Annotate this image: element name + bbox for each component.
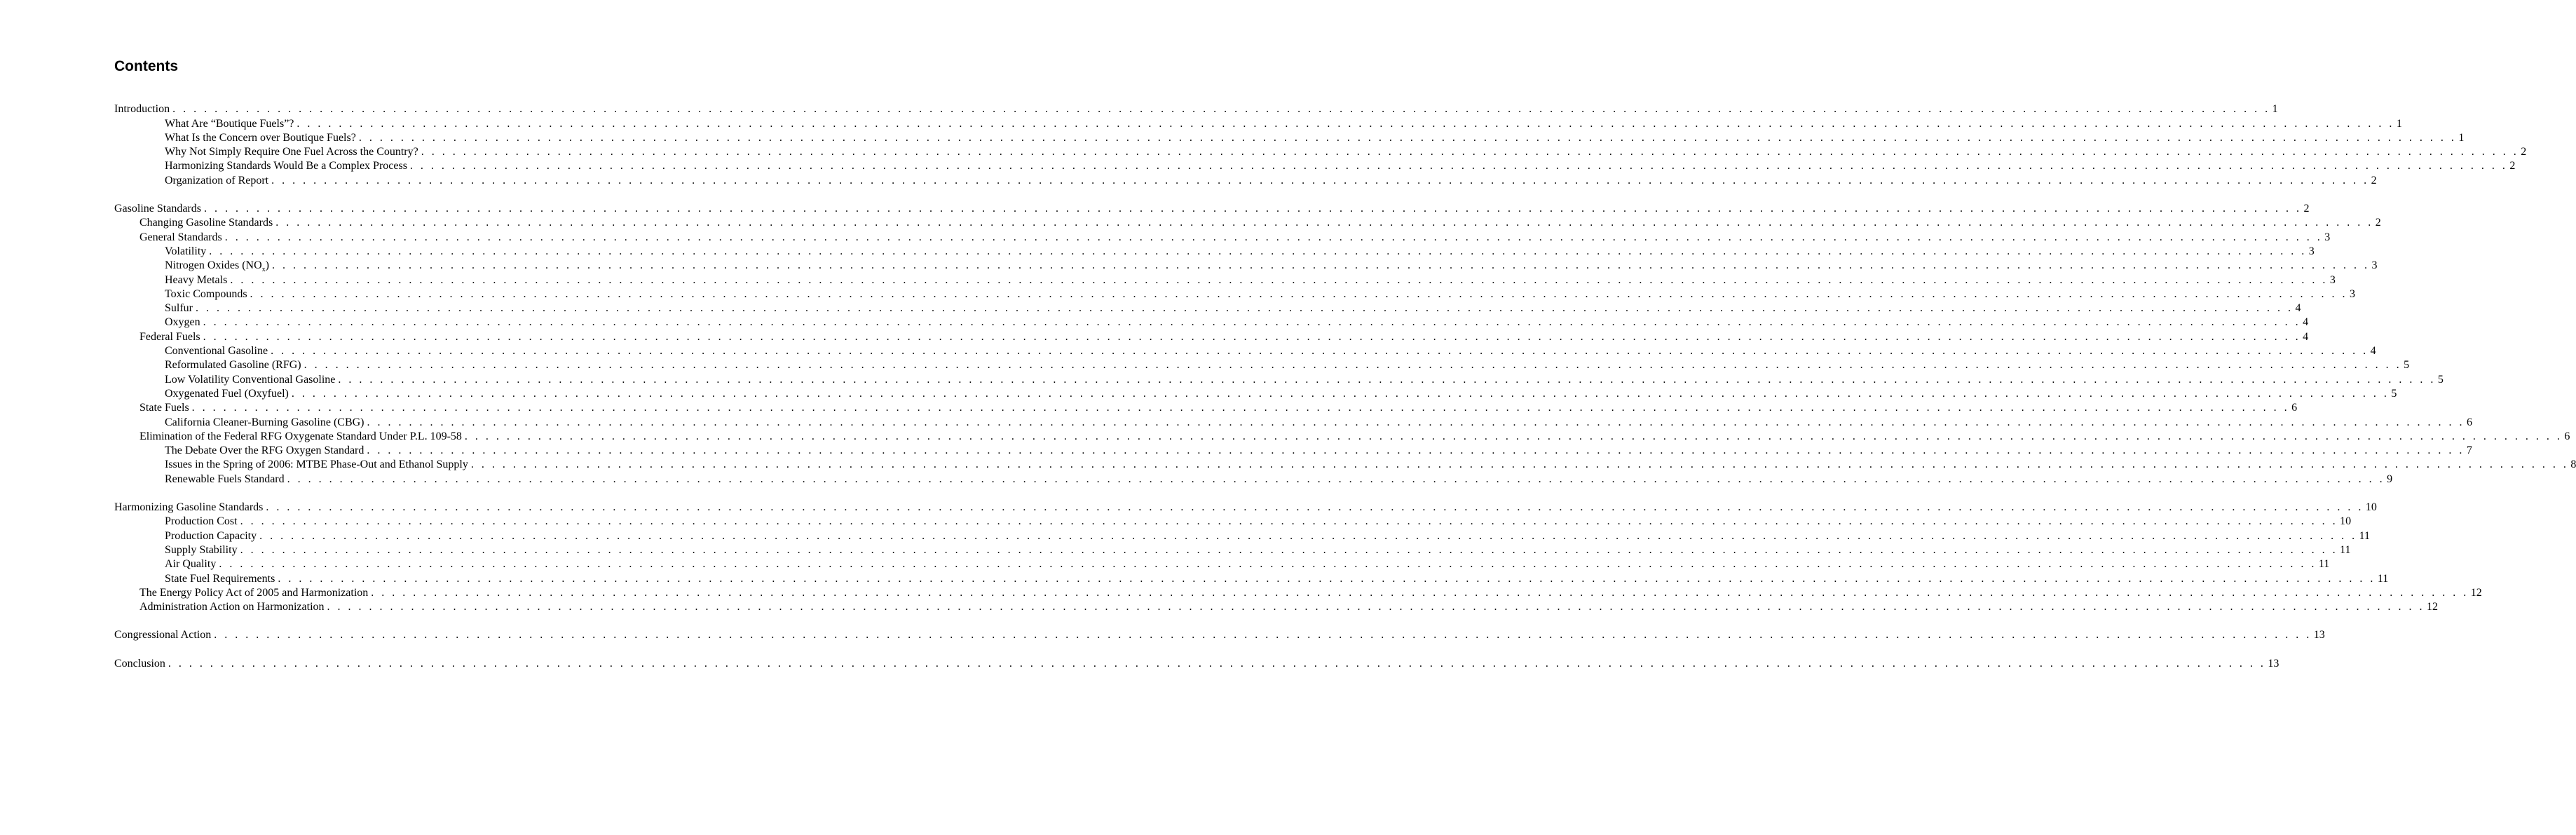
toc-entry-page-number: 3	[2308, 245, 2315, 257]
toc-entry-title-text: Oxygenated Fuel (Oxyfuel)	[165, 387, 289, 400]
toc-entry-title	[165, 387, 292, 401]
toc-entry-title-text: Low Volatility Conventional Gasoline	[165, 373, 336, 386]
toc-entry-title	[139, 586, 371, 600]
toc-entry-title	[114, 202, 204, 216]
toc-entry-title	[139, 330, 203, 344]
toc-entry-page-number: 11	[2318, 558, 2330, 571]
dot-leader: . . . . . . . . . . . . . . . . . . . . . . . . . . . . . . . . . . . . . . . . . . . . . . . . . . . . . . . . . . . . . . . . . . . . . . . . . . . . . . . . . . . . . . . . . . . . . . . . . . . . . . . . . . . . . . . . . . . . . . . . . . . . . . . . . . . . . . . . . . . . . . . . . . . . . . . . . . . . . . . . . . . . . . . . . . . . . . . . . . . . . . . . . . . . . . . . . . . . . . . .	[271, 345, 2369, 358]
toc-entry-title-text: California Cleaner-Burning Gasoline (CBG)	[165, 416, 364, 428]
toc-entry-page-number: 11	[2359, 529, 2370, 542]
toc-entry-title	[165, 515, 240, 529]
dot-leader: . . . . . . . . . . . . . . . . . . . . . . . . . . . . . . . . . . . . . . . . . . . . . . . . . . . . . . . . . . . . . . . . . . . . . . . . . . . . . . . . . . . . . . . . . . . . . . . . . . . . . . . . . . . . . . . . . . . . . . . . . . . . . . . . . . . . . . . . . . . . . . . . . . . . . . . . . . . . . . . . . . . . . . . . . . . . . . . . . . . . . . . . . . . . . . . . . . . . . . . .	[367, 444, 2465, 457]
toc-entry-title	[165, 131, 359, 145]
toc-entry-title-text: Changing Gasoline Standards	[139, 217, 273, 229]
toc-entry-title-text: Reformulated Gasoline (RFG)	[165, 359, 301, 372]
toc-entry-title	[165, 245, 209, 259]
toc-entry[interactable]	[114, 543, 2351, 557]
dot-leader: . . . . . . . . . . . . . . . . . . . . . . . . . . . . . . . . . . . . . . . . . . . . . . . . . . . . . . . . . . . . . . . . . . . . . . . . . . . . . . . . . . . . . . . . . . . . . . . . . . . . . . . . . . . . . . . . . . . . . . . . . . . . . . . . . . . . . . . . . . . . . . . . . . . . . . . . . . . . . . . . . . . . . . . . . . . . . . . . . . . . . . . . . . . . . . . . . . . . . . . .	[367, 416, 2465, 428]
toc-entry-title-text: Renewable Fuels Standard	[165, 473, 285, 485]
toc-entry[interactable]	[114, 501, 2377, 515]
toc-entry[interactable]	[114, 472, 2393, 486]
toc-entry-page-number: 6	[2291, 402, 2298, 414]
dot-leader: . . . . . . . . . . . . . . . . . . . . . . . . . . . . . . . . . . . . . . . . . . . . . . . . . . . . . . . . . . . . . . . . . . . . . . . . . . . . . . . . . . . . . . . . . . . . . . . . . . . . . . . . . . . . . . . . . . . . . . . . . . . . . . . . . . . . . . . . . . . . . . . . . . . . . . . . . . . . . . . . . . . . . . . . . . . . . . . . . . . . . . . . . . . . . . . . . . . . . . . .	[240, 543, 2338, 556]
toc-entry-title-suffix: )	[265, 259, 269, 272]
toc-entry[interactable]	[114, 458, 2576, 472]
dot-leader: . . . . . . . . . . . . . . . . . . . . . . . . . . . . . . . . . . . . . . . . . . . . . . . . . . . . . . . . . . . . . . . . . . . . . . . . . . . . . . . . . . . . . . . . . . . . . . . . . . . . . . . . . . . . . . . . . . . . . . . . . . . . . . . . . . . . . . . . . . . . . . . . . . . . . . . . . . . . . . . . . . . . . . . . . . . . . . . . . . . . . . . . . . . . . . . . . . . . . . . .	[168, 657, 2266, 670]
toc-entry-title-text: The Debate Over the RFG Oxygen Standard	[165, 444, 364, 457]
toc-entry[interactable]	[114, 245, 2315, 259]
toc-entry-page-number: 2	[2303, 203, 2310, 215]
dot-leader: . . . . . . . . . . . . . . . . . . . . . . . . . . . . . . . . . . . . . . . . . . . . . . . . . . . . . . . . . . . . . . . . . . . . . . . . . . . . . . . . . . . . . . . . . . . . . . . . . . . . . . . . . . . . . . . . . . . . . . . . . . . . . . . . . . . . . . . . . . . . . . . . . . . . . . . . . . . . . . . . . . . . . . . . . . . . . . . . . . . . . . . . . . . . . . . . . . . . . . . .	[327, 601, 2425, 613]
toc-entry-title	[165, 543, 240, 557]
toc-entry[interactable]	[114, 116, 2402, 130]
toc-entry[interactable]	[114, 159, 2516, 173]
dot-leader: . . . . . . . . . . . . . . . . . . . . . . . . . . . . . . . . . . . . . . . . . . . . . . . . . . . . . . . . . . . . . . . . . . . . . . . . . . . . . . . . . . . . . . . . . . . . . . . . . . . . . . . . . . . . . . . . . . . . . . . . . . . . . . . . . . . . . . . . . . . . . . . . . . . . . . . . . . . . . . . . . . . . . . . . . . . . . . . . . . . . . . . . . . . . . . . . . . . . . . . .	[271, 174, 2369, 186]
toc-entry-title-text: Federal Fuels	[139, 330, 200, 343]
toc-entry-title-text: What Is the Concern over Boutique Fuels?	[165, 131, 356, 144]
toc-entry-title	[165, 259, 272, 273]
toc-entry-page-number: 4	[2295, 302, 2301, 315]
dot-leader: . . . . . . . . . . . . . . . . . . . . . . . . . . . . . . . . . . . . . . . . . . . . . . . . . . . . . . . . . . . . . . . . . . . . . . . . . . . . . . . . . . . . . . . . . . . . . . . . . . . . . . . . . . . . . . . . . . . . . . . . . . . . . . . . . . . . . . . . . . . . . . . . . . . . . . . . . . . . . . . . . . . . . . . . . . . . . . . . . . . . . . . . . . . . . . . . . . . . . . . .	[358, 131, 2457, 144]
toc-entry-title	[165, 273, 230, 287]
toc-entry-title-text: Why Not Simply Require One Fuel Across the Country?	[165, 146, 418, 158]
toc-entry[interactable]	[114, 401, 2298, 415]
toc-entry-title-text: Toxic Compounds	[165, 287, 247, 300]
toc-entry-page-number: 5	[2437, 373, 2444, 386]
dot-leader: . . . . . . . . . . . . . . . . . . . . . . . . . . . . . . . . . . . . . . . . . . . . . . . . . . . . . . . . . . . . . . . . . . . . . . . . . . . . . . . . . . . . . . . . . . . . . . . . . . . . . . . . . . . . . . . . . . . . . . . . . . . . . . . . . . . . . . . . . . . . . . . . . . . . . . . . . . . . . . . . . . . . . . . . . . . . . . . . . . . . . . . . . . . . . . . . . . . . . . . .	[250, 287, 2348, 300]
toc-entry-title	[165, 557, 219, 571]
toc-entry-page-number: 11	[2340, 543, 2351, 556]
toc-entry-title-text: Administration Action on Harmonization	[139, 601, 325, 613]
toc-entry-page-number: 4	[2303, 316, 2309, 329]
toc-entry-title	[139, 231, 225, 245]
toc-entry[interactable]	[114, 444, 2472, 458]
toc-entry-title	[114, 628, 214, 642]
toc-entry[interactable]	[114, 358, 2410, 372]
toc-entry-page-number: 10	[2365, 501, 2377, 514]
toc-entry-title-text: Production Cost	[165, 515, 238, 528]
toc-entry-title	[165, 301, 196, 315]
toc-entry-page-number: 2	[2371, 174, 2377, 186]
toc-entry-page-number: 12	[2427, 601, 2439, 613]
dot-leader: . . . . . . . . . . . . . . . . . . . . . . . . . . . . . . . . . . . . . . . . . . . . . . . . . . . . . . . . . . . . . . . . . . . . . . . . . . . . . . . . . . . . . . . . . . . . . . . . . . . . . . . . . . . . . . . . . . . . . . . . . . . . . . . . . . . . . . . . . . . . . . . . . . . . . . . . . . . . . . . . . . . . . . . . . . . . . . . . . . . . . . . . . . . . . . . . . . . . . . . .	[224, 231, 2323, 243]
toc-entry[interactable]	[114, 273, 2336, 287]
toc-entry-title	[139, 216, 275, 230]
dot-leader: . . . . . . . . . . . . . . . . . . . . . . . . . . . . . . . . . . . . . . . . . . . . . . . . . . . . . . . . . . . . . . . . . . . . . . . . . . . . . . . . . . . . . . . . . . . . . . . . . . . . . . . . . . . . . . . . . . . . . . . . . . . . . . . . . . . . . . . . . . . . . . . . . . . . . . . . . . . . . . . . . . . . . . . . . . . . . . . . . . . . . . . . . . . . . . . . . . . . . . . .	[203, 316, 2301, 329]
toc-entry-title-text: Production Capacity	[165, 529, 257, 542]
toc-entry-page-number: 3	[2371, 259, 2378, 272]
toc-entry-page-number: 13	[2313, 629, 2325, 641]
toc-entry-title	[165, 529, 259, 543]
toc-entry-page-number: 4	[2303, 330, 2309, 343]
dot-leader: . . . . . . . . . . . . . . . . . . . . . . . . . . . . . . . . . . . . . . . . . . . . . . . . . . . . . . . . . . . . . . . . . . . . . . . . . . . . . . . . . . . . . . . . . . . . . . . . . . . . . . . . . . . . . . . . . . . . . . . . . . . . . . . . . . . . . . . . . . . . . . . . . . . . . . . . . . . . . . . . . . . . . . . . . . . . . . . . . . . . . . . . . . . . . . . . . . . . . . . .	[470, 459, 2569, 471]
toc-entry-title	[165, 145, 421, 159]
toc-entry-title-text: Conventional Gasoline	[165, 345, 268, 358]
toc-entry-page-number: 3	[2324, 231, 2331, 243]
toc-entry[interactable]	[114, 230, 2331, 244]
toc-entry-title	[165, 416, 367, 430]
page-title: Contents	[114, 58, 178, 74]
toc-entry[interactable]	[114, 344, 2376, 358]
dot-leader: . . . . . . . . . . . . . . . . . . . . . . . . . . . . . . . . . . . . . . . . . . . . . . . . . . . . . . . . . . . . . . . . . . . . . . . . . . . . . . . . . . . . . . . . . . . . . . . . . . . . . . . . . . . . . . . . . . . . . . . . . . . . . . . . . . . . . . . . . . . . . . . . . . . . . . . . . . . . . . . . . . . . . . . . . . . . . . . . . . . . . . . . . . . . . . . . . . . . . . . .	[271, 259, 2370, 272]
toc-entry[interactable]	[114, 557, 2330, 571]
toc-entry-title	[165, 117, 297, 131]
toc-entry-title-text: Organization of Report	[165, 174, 269, 186]
toc-entry[interactable]	[114, 259, 2378, 274]
toc-entry-title	[165, 358, 304, 372]
toc-entry[interactable]	[114, 415, 2472, 429]
toc-entry-title	[165, 444, 367, 458]
toc-entry[interactable]	[114, 656, 2279, 670]
toc-entry-page-number: 13	[2268, 657, 2279, 670]
toc-entry-title	[165, 373, 338, 387]
toc-entry-page-number: 4	[2370, 345, 2376, 358]
toc-entry-page-number: 1	[2458, 131, 2465, 144]
dot-leader: . . . . . . . . . . . . . . . . . . . . . . . . . . . . . . . . . . . . . . . . . . . . . . . . . . . . . . . . . . . . . . . . . . . . . . . . . . . . . . . . . . . . . . . . . . . . . . . . . . . . . . . . . . . . . . . . . . . . . . . . . . . . . . . . . . . . . . . . . . . . . . . . . . . . . . . . . . . . . . . . . . . . . . . . . . . . . . . . . . . . . . . . . . . . . . . . . . . . . . . .	[421, 146, 2519, 158]
toc-entry-title	[165, 572, 278, 586]
toc-entry[interactable]	[114, 529, 2370, 543]
dot-leader: . . . . . . . . . . . . . . . . . . . . . . . . . . . . . . . . . . . . . . . . . . . . . . . . . . . . . . . . . . . . . . . . . . . . . . . . . . . . . . . . . . . . . . . . . . . . . . . . . . . . . . . . . . . . . . . . . . . . . . . . . . . . . . . . . . . . . . . . . . . . . . . . . . . . . . . . . . . . . . . . . . . . . . . . . . . . . . . . . . . . . . . . . . . . . . . . . . . . . . . .	[203, 203, 2302, 215]
toc-entry-title	[165, 344, 271, 358]
toc-entry[interactable]	[114, 202, 2310, 216]
dot-leader: . . . . . . . . . . . . . . . . . . . . . . . . . . . . . . . . . . . . . . . . . . . . . . . . . . . . . . . . . . . . . . . . . . . . . . . . . . . . . . . . . . . . . . . . . . . . . . . . . . . . . . . . . . . . . . . . . . . . . . . . . . . . . . . . . . . . . . . . . . . . . . . . . . . . . . . . . . . . . . . . . . . . . . . . . . . . . . . . . . . . . . . . . . . . . . . . . . . . . . . .	[275, 217, 2373, 229]
toc-entry-title-text: Harmonizing Standards Would Be a Complex Process	[165, 160, 407, 172]
toc-entry[interactable]	[114, 628, 2325, 642]
toc-entry-title-text: State Fuels	[139, 402, 189, 414]
dot-leader: . . . . . . . . . . . . . . . . . . . . . . . . . . . . . . . . . . . . . . . . . . . . . . . . . . . . . . . . . . . . . . . . . . . . . . . . . . . . . . . . . . . . . . . . . . . . . . . . . . . . . . . . . . . . . . . . . . . . . . . . . . . . . . . . . . . . . . . . . . . . . . . . . . . . . . . . . . . . . . . . . . . . . . . . . . . . . . . . . . . . . . . . . . . . . . . . . . . . . . . .	[219, 558, 2317, 571]
dot-leader: . . . . . . . . . . . . . . . . . . . . . . . . . . . . . . . . . . . . . . . . . . . . . . . . . . . . . . . . . . . . . . . . . . . . . . . . . . . . . . . . . . . . . . . . . . . . . . . . . . . . . . . . . . . . . . . . . . . . . . . . . . . . . . . . . . . . . . . . . . . . . . . . . . . . . . . . . . . . . . . . . . . . . . . . . . . . . . . . . . . . . . . . . . . . . . . . . . . . . . . .	[371, 586, 2469, 599]
toc-entry-page-number: 1	[2396, 117, 2402, 130]
toc-entry-title-text: What Are “Boutique Fuels”?	[165, 117, 294, 130]
toc-entry-title-text: Heavy Metals	[165, 273, 228, 286]
toc-entry-page-number: 9	[2387, 473, 2393, 485]
toc-entry-title	[139, 401, 192, 415]
toc-entry-title-text: General Standards	[139, 231, 222, 243]
toc-entry-title-text: Sulfur	[165, 302, 193, 315]
toc-entry-title-text: Congressional Action	[114, 629, 212, 641]
dot-leader: . . . . . . . . . . . . . . . . . . . . . . . . . . . . . . . . . . . . . . . . . . . . . . . . . . . . . . . . . . . . . . . . . . . . . . . . . . . . . . . . . . . . . . . . . . . . . . . . . . . . . . . . . . . . . . . . . . . . . . . . . . . . . . . . . . . . . . . . . . . . . . . . . . . . . . . . . . . . . . . . . . . . . . . . . . . . . . . . . . . . . . . . . . . . . . . . . . . . . . . .	[291, 387, 2390, 400]
toc-entry-title	[165, 473, 287, 487]
toc-entry[interactable]	[114, 301, 2301, 315]
toc-entry[interactable]	[114, 515, 2352, 529]
toc-entry-page-number: 6	[2564, 430, 2570, 442]
toc-entry-title	[139, 600, 327, 614]
dot-leader: . . . . . . . . . . . . . . . . . . . . . . . . . . . . . . . . . . . . . . . . . . . . . . . . . . . . . . . . . . . . . . . . . . . . . . . . . . . . . . . . . . . . . . . . . . . . . . . . . . . . . . . . . . . . . . . . . . . . . . . . . . . . . . . . . . . . . . . . . . . . . . . . . . . . . . . . . . . . . . . . . . . . . . . . . . . . . . . . . . . . . . . . . . . . . . . . . . . . . . . .	[287, 473, 2385, 485]
toc-entry-page-number: 8	[2570, 459, 2576, 471]
toc-entry-title	[139, 430, 465, 444]
toc-entry[interactable]	[114, 287, 2356, 301]
toc-entry-title	[165, 458, 471, 472]
toc-entry[interactable]	[114, 430, 2570, 444]
toc-entry-title-text: Oxygen	[165, 316, 200, 329]
dot-leader: . . . . . . . . . . . . . . . . . . . . . . . . . . . . . . . . . . . . . . . . . . . . . . . . . . . . . . . . . . . . . . . . . . . . . . . . . . . . . . . . . . . . . . . . . . . . . . . . . . . . . . . . . . . . . . . . . . . . . . . . . . . . . . . . . . . . . . . . . . . . . . . . . . . . . . . . . . . . . . . . . . . . . . . . . . . . . . . . . . . . . . . . . . . . . . . . . . . . . . . .	[304, 359, 2402, 372]
toc-entry[interactable]	[114, 173, 2377, 187]
table-of-contents	[114, 102, 2576, 671]
toc-entry-title-text: Introduction	[114, 103, 170, 116]
dot-leader: . . . . . . . . . . . . . . . . . . . . . . . . . . . . . . . . . . . . . . . . . . . . . . . . . . . . . . . . . . . . . . . . . . . . . . . . . . . . . . . . . . . . . . . . . . . . . . . . . . . . . . . . . . . . . . . . . . . . . . . . . . . . . . . . . . . . . . . . . . . . . . . . . . . . . . . . . . . . . . . . . . . . . . . . . . . . . . . . . . . . . . . . . . . . . . . . . . . . . . . .	[464, 430, 2563, 442]
toc-entry-page-number: 7	[2466, 444, 2472, 457]
dot-leader: . . . . . . . . . . . . . . . . . . . . . . . . . . . . . . . . . . . . . . . . . . . . . . . . . . . . . . . . . . . . . . . . . . . . . . . . . . . . . . . . . . . . . . . . . . . . . . . . . . . . . . . . . . . . . . . . . . . . . . . . . . . . . . . . . . . . . . . . . . . . . . . . . . . . . . . . . . . . . . . . . . . . . . . . . . . . . . . . . . . . . . . . . . . . . . . . . . . . . . . .	[214, 629, 2312, 641]
toc-entry-page-number: 3	[2350, 287, 2356, 300]
toc-entry[interactable]	[114, 586, 2482, 600]
toc-entry-title-text: Air Quality	[165, 558, 217, 571]
toc-entry-page-number: 10	[2340, 515, 2352, 528]
dot-leader: . . . . . . . . . . . . . . . . . . . . . . . . . . . . . . . . . . . . . . . . . . . . . . . . . . . . . . . . . . . . . . . . . . . . . . . . . . . . . . . . . . . . . . . . . . . . . . . . . . . . . . . . . . . . . . . . . . . . . . . . . . . . . . . . . . . . . . . . . . . . . . . . . . . . . . . . . . . . . . . . . . . . . . . . . . . . . . . . . . . . . . . . . . . . . . . . . . . . . . . .	[191, 402, 2290, 414]
toc-entry-page-number: 3	[2329, 273, 2336, 286]
toc-entry[interactable]	[114, 571, 2389, 585]
toc-entry-title-text: Nitrogen Oxides (NO	[165, 259, 262, 272]
toc-entry-title-text: Elimination of the Federal RFG Oxygenate Standard Under P.L. 109-58	[139, 430, 462, 442]
toc-entry[interactable]	[114, 387, 2397, 401]
dot-leader: . . . . . . . . . . . . . . . . . . . . . . . . . . . . . . . . . . . . . . . . . . . . . . . . . . . . . . . . . . . . . . . . . . . . . . . . . . . . . . . . . . . . . . . . . . . . . . . . . . . . . . . . . . . . . . . . . . . . . . . . . . . . . . . . . . . . . . . . . . . . . . . . . . . . . . . . . . . . . . . . . . . . . . . . . . . . . . . . . . . . . . . . . . . . . . . . . . . . . . . .	[259, 529, 2357, 542]
dot-leader: . . . . . . . . . . . . . . . . . . . . . . . . . . . . . . . . . . . . . . . . . . . . . . . . . . . . . . . . . . . . . . . . . . . . . . . . . . . . . . . . . . . . . . . . . . . . . . . . . . . . . . . . . . . . . . . . . . . . . . . . . . . . . . . . . . . . . . . . . . . . . . . . . . . . . . . . . . . . . . . . . . . . . . . . . . . . . . . . . . . . . . . . . . . . . . . . . . . . . . . .	[196, 302, 2294, 315]
toc-entry-page-number: 11	[2377, 572, 2389, 585]
toc-entry-page-number: 12	[2470, 586, 2482, 599]
toc-entry-title	[165, 287, 250, 301]
toc-entry-page-number: 2	[2375, 217, 2381, 229]
toc-entry-title	[114, 501, 266, 515]
toc-entry-title-text: The Energy Policy Act of 2005 and Harmonization	[139, 586, 369, 599]
toc-entry-title	[165, 174, 271, 188]
toc-entry[interactable]	[114, 372, 2444, 386]
toc-entry-title-text: Issues in the Spring of 2006: MTBE Phase-Out and Ethanol Supply	[165, 459, 468, 471]
toc-entry[interactable]	[114, 330, 2309, 344]
toc-entry[interactable]	[114, 102, 2278, 116]
toc-entry[interactable]	[114, 145, 2527, 159]
toc-entry-page-number: 1	[2272, 103, 2278, 116]
toc-entry-title-text: Conclusion	[114, 657, 165, 670]
dot-leader: . . . . . . . . . . . . . . . . . . . . . . . . . . . . . . . . . . . . . . . . . . . . . . . . . . . . . . . . . . . . . . . . . . . . . . . . . . . . . . . . . . . . . . . . . . . . . . . . . . . . . . . . . . . . . . . . . . . . . . . . . . . . . . . . . . . . . . . . . . . . . . . . . . . . . . . . . . . . . . . . . . . . . . . . . . . . . . . . . . . . . . . . . . . . . . . . . . . . . . . .	[278, 572, 2376, 585]
toc-entry-title	[165, 159, 410, 173]
toc-entry[interactable]	[114, 315, 2309, 330]
toc-entry-title	[165, 315, 203, 330]
toc-entry-title	[114, 102, 172, 116]
toc-entry-page-number: 5	[2391, 387, 2397, 400]
dot-leader: . . . . . . . . . . . . . . . . . . . . . . . . . . . . . . . . . . . . . . . . . . . . . . . . . . . . . . . . . . . . . . . . . . . . . . . . . . . . . . . . . . . . . . . . . . . . . . . . . . . . . . . . . . . . . . . . . . . . . . . . . . . . . . . . . . . . . . . . . . . . . . . . . . . . . . . . . . . . . . . . . . . . . . . . . . . . . . . . . . . . . . . . . . . . . . . . . . . . . . . .	[409, 160, 2508, 172]
dot-leader: . . . . . . . . . . . . . . . . . . . . . . . . . . . . . . . . . . . . . . . . . . . . . . . . . . . . . . . . . . . . . . . . . . . . . . . . . . . . . . . . . . . . . . . . . . . . . . . . . . . . . . . . . . . . . . . . . . . . . . . . . . . . . . . . . . . . . . . . . . . . . . . . . . . . . . . . . . . . . . . . . . . . . . . . . . . . . . . . . . . . . . . . . . . . . . . . . . . . . . . .	[338, 373, 2436, 386]
toc-entry-page-number: 6	[2467, 416, 2472, 428]
toc-entry-title-text: Supply Stability	[165, 543, 238, 556]
toc-entry-page-number: 2	[2521, 146, 2527, 158]
toc-entry[interactable]	[114, 600, 2439, 614]
toc-entry-page-number: 5	[2404, 359, 2410, 372]
dot-leader: . . . . . . . . . . . . . . . . . . . . . . . . . . . . . . . . . . . . . . . . . . . . . . . . . . . . . . . . . . . . . . . . . . . . . . . . . . . . . . . . . . . . . . . . . . . . . . . . . . . . . . . . . . . . . . . . . . . . . . . . . . . . . . . . . . . . . . . . . . . . . . . . . . . . . . . . . . . . . . . . . . . . . . . . . . . . . . . . . . . . . . . . . . . . . . . . . . . . . . . .	[240, 515, 2338, 528]
toc-entry-title-text: Gasoline Standards	[114, 203, 201, 215]
toc-entry[interactable]	[114, 216, 2381, 230]
dot-leader: . . . . . . . . . . . . . . . . . . . . . . . . . . . . . . . . . . . . . . . . . . . . . . . . . . . . . . . . . . . . . . . . . . . . . . . . . . . . . . . . . . . . . . . . . . . . . . . . . . . . . . . . . . . . . . . . . . . . . . . . . . . . . . . . . . . . . . . . . . . . . . . . . . . . . . . . . . . . . . . . . . . . . . . . . . . . . . . . . . . . . . . . . . . . . . . . . . . . . . . .	[172, 103, 2270, 116]
dot-leader: . . . . . . . . . . . . . . . . . . . . . . . . . . . . . . . . . . . . . . . . . . . . . . . . . . . . . . . . . . . . . . . . . . . . . . . . . . . . . . . . . . . . . . . . . . . . . . . . . . . . . . . . . . . . . . . . . . . . . . . . . . . . . . . . . . . . . . . . . . . . . . . . . . . . . . . . . . . . . . . . . . . . . . . . . . . . . . . . . . . . . . . . . . . . . . . . . . . . . . . .	[203, 330, 2301, 343]
dot-leader: . . . . . . . . . . . . . . . . . . . . . . . . . . . . . . . . . . . . . . . . . . . . . . . . . . . . . . . . . . . . . . . . . . . . . . . . . . . . . . . . . . . . . . . . . . . . . . . . . . . . . . . . . . . . . . . . . . . . . . . . . . . . . . . . . . . . . . . . . . . . . . . . . . . . . . . . . . . . . . . . . . . . . . . . . . . . . . . . . . . . . . . . . . . . . . . . . . . . . . . .	[297, 117, 2394, 130]
toc-entry-title-text: Volatility	[165, 245, 207, 257]
toc-entry-title-text: Harmonizing Gasoline Standards	[114, 501, 264, 514]
toc-entry-page-number: 2	[2509, 160, 2516, 172]
toc-entry-title-text: State Fuel Requirements	[165, 572, 275, 585]
dot-leader: . . . . . . . . . . . . . . . . . . . . . . . . . . . . . . . . . . . . . . . . . . . . . . . . . . . . . . . . . . . . . . . . . . . . . . . . . . . . . . . . . . . . . . . . . . . . . . . . . . . . . . . . . . . . . . . . . . . . . . . . . . . . . . . . . . . . . . . . . . . . . . . . . . . . . . . . . . . . . . . . . . . . . . . . . . . . . . . . . . . . . . . . . . . . . . . . . . . . . . . .	[209, 245, 2307, 257]
toc-entry-title	[114, 657, 168, 671]
toc-entry-title-subscript: x	[261, 266, 266, 274]
toc-entry[interactable]	[114, 131, 2465, 145]
dot-leader: . . . . . . . . . . . . . . . . . . . . . . . . . . . . . . . . . . . . . . . . . . . . . . . . . . . . . . . . . . . . . . . . . . . . . . . . . . . . . . . . . . . . . . . . . . . . . . . . . . . . . . . . . . . . . . . . . . . . . . . . . . . . . . . . . . . . . . . . . . . . . . . . . . . . . . . . . . . . . . . . . . . . . . . . . . . . . . . . . . . . . . . . . . . . . . . . . . . . . . . .	[266, 501, 2364, 514]
dot-leader: . . . . . . . . . . . . . . . . . . . . . . . . . . . . . . . . . . . . . . . . . . . . . . . . . . . . . . . . . . . . . . . . . . . . . . . . . . . . . . . . . . . . . . . . . . . . . . . . . . . . . . . . . . . . . . . . . . . . . . . . . . . . . . . . . . . . . . . . . . . . . . . . . . . . . . . . . . . . . . . . . . . . . . . . . . . . . . . . . . . . . . . . . . . . . . . . . . . . . . . .	[230, 273, 2328, 286]
